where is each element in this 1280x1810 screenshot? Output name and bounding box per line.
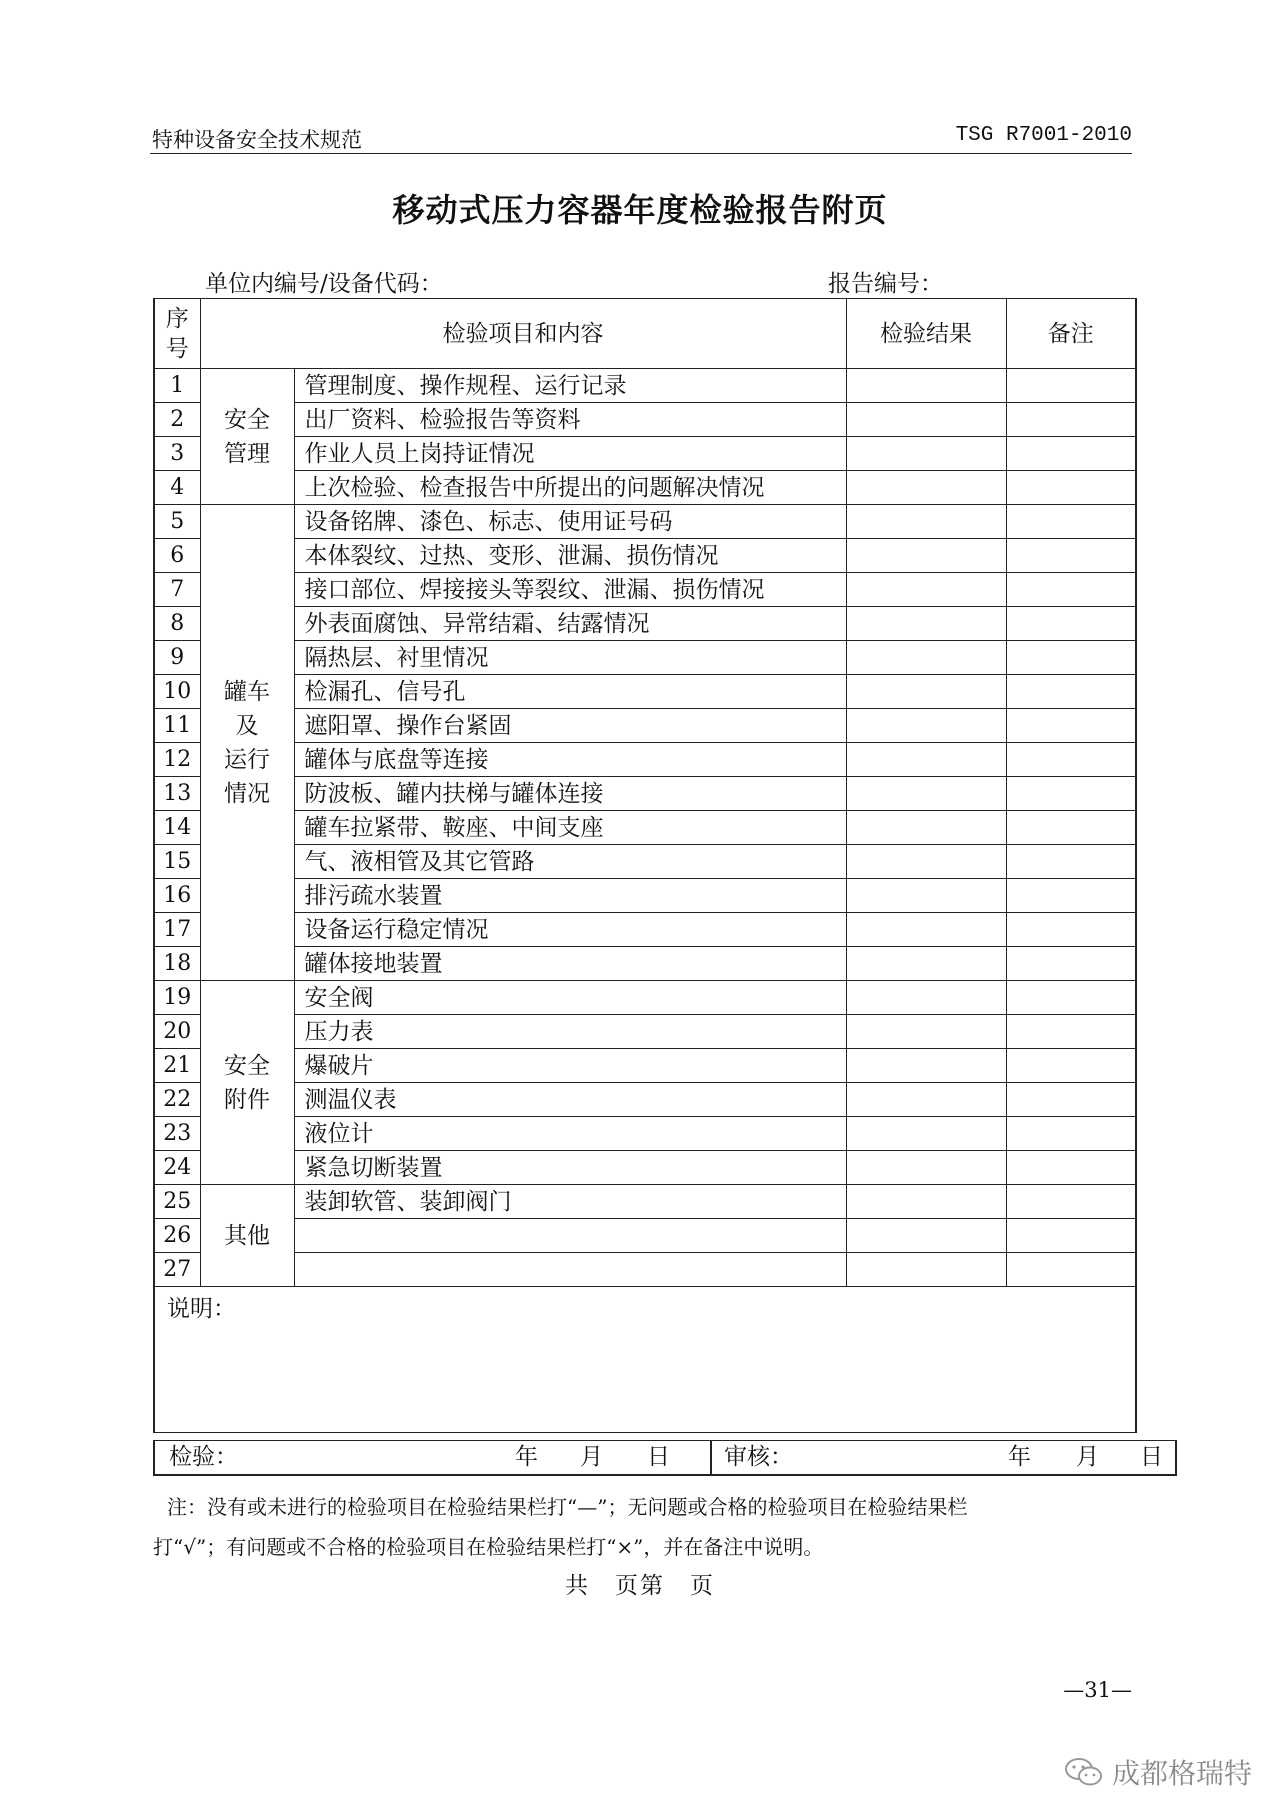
inspect-day: 日 <box>647 1444 670 1470</box>
remark-cell[interactable] <box>1006 1117 1136 1151</box>
category-label: 管理 <box>224 440 270 467</box>
result-cell[interactable] <box>846 845 1006 879</box>
result-cell[interactable] <box>846 641 1006 675</box>
table-row <box>154 709 1136 743</box>
category-label: 安全 <box>224 1052 270 1079</box>
remark-cell[interactable] <box>1006 607 1136 641</box>
result-cell[interactable] <box>846 607 1006 641</box>
table-row <box>154 981 1136 1015</box>
inspection-item: 隔热层、衬里情况 <box>294 641 846 675</box>
result-cell[interactable] <box>846 1117 1006 1151</box>
result-cell[interactable] <box>846 879 1006 913</box>
remark-cell[interactable] <box>1006 1015 1136 1049</box>
remark-cell[interactable] <box>1006 403 1136 437</box>
inspection-item: 罐体与底盘等连接 <box>294 743 846 777</box>
table-row <box>154 743 1136 777</box>
result-cell[interactable] <box>846 1151 1006 1185</box>
row-number: 10 <box>154 675 200 709</box>
row-number: 19 <box>154 981 200 1015</box>
row-number: 14 <box>154 811 200 845</box>
inspection-item: 安全阀 <box>294 981 846 1015</box>
table-row <box>154 845 1136 879</box>
inspection-item: 出厂资料、检验报告等资料 <box>294 403 846 437</box>
table-row <box>154 369 1136 403</box>
inspection-item: 测温仪表 <box>294 1083 846 1117</box>
table-row <box>154 403 1136 437</box>
watermark-text: 成都格瑞特 <box>1111 1757 1252 1790</box>
remark-cell[interactable] <box>1006 947 1136 981</box>
table-row <box>154 913 1136 947</box>
review-month: 月 <box>1076 1444 1099 1470</box>
table-header-row <box>154 299 1136 369</box>
remark-cell[interactable] <box>1006 675 1136 709</box>
inspection-item: 压力表 <box>294 1015 846 1049</box>
inspector-label: 检验： <box>169 1444 238 1470</box>
remark-cell[interactable] <box>1006 1219 1136 1253</box>
table-row <box>154 437 1136 471</box>
header-item: 检验项目和内容 <box>200 299 846 369</box>
remark-cell[interactable] <box>1006 709 1136 743</box>
review-year: 年 <box>1008 1444 1031 1470</box>
report-number-label: 报告编号： <box>828 271 943 297</box>
inspection-item: 防波板、罐内扶梯与罐体连接 <box>294 777 846 811</box>
notes-cell[interactable] <box>154 1287 1136 1433</box>
result-cell[interactable] <box>846 369 1006 403</box>
remark-cell[interactable] <box>1006 573 1136 607</box>
inspection-item: 本体裂纹、过热、变形、泄漏、损伤情况 <box>294 539 846 573</box>
category-label: 附件 <box>224 1086 270 1113</box>
spec-code-header: TSG R7001-2010 <box>955 124 1132 147</box>
row-number: 8 <box>154 607 200 641</box>
footnote-line-1: 注：没有或未进行的检验项目在检验结果栏打“—”；无问题或合格的检验项目在检验结果栏 <box>167 1495 968 1519</box>
row-number: 23 <box>154 1117 200 1151</box>
table-row <box>154 1015 1136 1049</box>
table-row <box>154 1117 1136 1151</box>
row-number: 15 <box>154 845 200 879</box>
header-result: 检验结果 <box>846 299 1006 369</box>
inspection-item: 外表面腐蚀、异常结霜、结露情况 <box>294 607 846 641</box>
row-number: 12 <box>154 743 200 777</box>
inspection-item: 罐车拉紧带、鞍座、中间支座 <box>294 811 846 845</box>
remark-cell[interactable] <box>1006 641 1136 675</box>
row-number: 20 <box>154 1015 200 1049</box>
inspection-item: 设备运行稳定情况 <box>294 913 846 947</box>
category-cell <box>200 1185 294 1287</box>
row-number: 7 <box>154 573 200 607</box>
result-cell[interactable] <box>846 777 1006 811</box>
inspection-item: 遮阳罩、操作台紧固 <box>294 709 846 743</box>
table-row <box>154 641 1136 675</box>
row-number: 11 <box>154 709 200 743</box>
category-label: 及 <box>235 712 259 739</box>
result-cell[interactable] <box>846 539 1006 573</box>
category-label: 安全 <box>224 406 270 433</box>
inspection-table <box>153 298 1137 1433</box>
remark-cell[interactable] <box>1006 981 1136 1015</box>
watermark <box>1064 1752 1252 1792</box>
spec-series-header: 特种设备安全技术规范 <box>152 128 362 152</box>
table-row <box>154 1151 1136 1185</box>
category-cell <box>200 505 294 981</box>
review-day: 日 <box>1140 1444 1163 1470</box>
result-cell[interactable] <box>846 981 1006 1015</box>
result-cell[interactable] <box>846 913 1006 947</box>
inspection-item: 上次检验、检查报告中所提出的问题解决情况 <box>294 471 846 505</box>
table-row <box>154 1185 1136 1219</box>
inspection-item <box>294 1219 846 1253</box>
table-row <box>154 607 1136 641</box>
row-number: 18 <box>154 947 200 981</box>
remark-cell[interactable] <box>1006 369 1136 403</box>
remark-cell[interactable] <box>1006 811 1136 845</box>
result-cell[interactable] <box>846 1219 1006 1253</box>
inspection-item: 接口部位、焊接接头等裂纹、泄漏、损伤情况 <box>294 573 846 607</box>
header-divider <box>150 153 1132 154</box>
inspection-item: 检漏孔、信号孔 <box>294 675 846 709</box>
remark-cell[interactable] <box>1006 743 1136 777</box>
row-number: 26 <box>154 1219 200 1253</box>
row-number: 5 <box>154 505 200 539</box>
row-number: 22 <box>154 1083 200 1117</box>
header-remark: 备注 <box>1006 299 1136 369</box>
row-number: 6 <box>154 539 200 573</box>
result-cell[interactable] <box>846 947 1006 981</box>
inspection-item: 罐体接地装置 <box>294 947 846 981</box>
inspect-month: 月 <box>580 1444 603 1470</box>
remark-cell[interactable] <box>1006 1185 1136 1219</box>
row-number: 1 <box>154 369 200 403</box>
page-count: 共 页第 页 <box>565 1573 715 1599</box>
row-number: 2 <box>154 403 200 437</box>
row-number: 17 <box>154 913 200 947</box>
table-row <box>154 471 1136 505</box>
inspection-item: 设备铭牌、漆色、标志、使用证号码 <box>294 505 846 539</box>
result-cell[interactable] <box>846 505 1006 539</box>
remark-cell[interactable] <box>1006 879 1136 913</box>
page-title: 移动式压力容器年度检验报告附页 <box>392 191 888 229</box>
result-cell[interactable] <box>846 437 1006 471</box>
category-cell <box>200 369 294 505</box>
category-label: 其他 <box>224 1222 270 1249</box>
table-row <box>154 777 1136 811</box>
wechat-icon <box>1064 1756 1104 1788</box>
table-row <box>154 947 1136 981</box>
row-number: 16 <box>154 879 200 913</box>
result-cell[interactable] <box>846 1253 1006 1287</box>
row-number: 24 <box>154 1151 200 1185</box>
row-number: 9 <box>154 641 200 675</box>
table-row <box>154 539 1136 573</box>
result-cell[interactable] <box>846 471 1006 505</box>
remark-cell[interactable] <box>1006 777 1136 811</box>
remark-cell[interactable] <box>1006 437 1136 471</box>
row-number: 3 <box>154 437 200 471</box>
inspect-year: 年 <box>515 1444 538 1470</box>
row-number: 27 <box>154 1253 200 1287</box>
remark-cell[interactable] <box>1006 1151 1136 1185</box>
row-number: 4 <box>154 471 200 505</box>
row-number: 21 <box>154 1049 200 1083</box>
notes-row <box>154 1287 1136 1433</box>
remark-cell[interactable] <box>1006 471 1136 505</box>
inspection-item: 排污疏水装置 <box>294 879 846 913</box>
reviewer-label: 审核： <box>724 1444 793 1470</box>
result-cell[interactable] <box>846 743 1006 777</box>
table-row <box>154 573 1136 607</box>
remark-cell[interactable] <box>1006 505 1136 539</box>
category-label: 情况 <box>224 780 270 807</box>
result-cell[interactable] <box>846 1185 1006 1219</box>
table-row <box>154 1083 1136 1117</box>
result-cell[interactable] <box>846 403 1006 437</box>
inspection-item: 液位计 <box>294 1117 846 1151</box>
result-cell[interactable] <box>846 811 1006 845</box>
table-row <box>154 505 1136 539</box>
footnote-line-2: 打“√”；有问题或不合格的检验项目在检验结果栏打“×”，并在备注中说明。 <box>153 1535 824 1559</box>
table-row <box>154 675 1136 709</box>
page-number: —31— <box>1063 1678 1132 1702</box>
remark-cell[interactable] <box>1006 1049 1136 1083</box>
inspection-item: 气、液相管及其它管路 <box>294 845 846 879</box>
inspection-item: 作业人员上岗持证情况 <box>294 437 846 471</box>
inspection-item: 管理制度、操作规程、运行记录 <box>294 369 846 403</box>
inspection-item: 紧急切断装置 <box>294 1151 846 1185</box>
result-cell[interactable] <box>846 1015 1006 1049</box>
remark-cell[interactable] <box>1006 913 1136 947</box>
remark-cell[interactable] <box>1006 539 1136 573</box>
row-number: 13 <box>154 777 200 811</box>
table-row <box>154 1049 1136 1083</box>
result-cell[interactable] <box>846 709 1006 743</box>
table-row <box>154 879 1136 913</box>
result-cell[interactable] <box>846 573 1006 607</box>
table-row <box>154 1219 1136 1253</box>
remark-cell[interactable] <box>1006 845 1136 879</box>
table-row <box>154 811 1136 845</box>
result-cell[interactable] <box>846 675 1006 709</box>
inspector-cell <box>155 1441 712 1474</box>
notes-label: 说明： <box>167 1296 236 1322</box>
category-cell <box>200 981 294 1185</box>
category-label: 运行 <box>224 746 270 773</box>
row-number: 25 <box>154 1185 200 1219</box>
inspection-item: 装卸软管、装卸阀门 <box>294 1185 846 1219</box>
table-row <box>154 1253 1136 1287</box>
result-cell[interactable] <box>846 1049 1006 1083</box>
remark-cell[interactable] <box>1006 1083 1136 1117</box>
unit-code-label: 单位内编号/设备代码： <box>205 271 443 297</box>
signature-row <box>153 1440 1177 1476</box>
inspection-item: 爆破片 <box>294 1049 846 1083</box>
header-seq: 序 号 <box>154 299 200 369</box>
reviewer-cell <box>710 1441 1175 1474</box>
remark-cell[interactable] <box>1006 1253 1136 1287</box>
result-cell[interactable] <box>846 1083 1006 1117</box>
category-label: 罐车 <box>224 678 270 705</box>
inspection-item <box>294 1253 846 1287</box>
